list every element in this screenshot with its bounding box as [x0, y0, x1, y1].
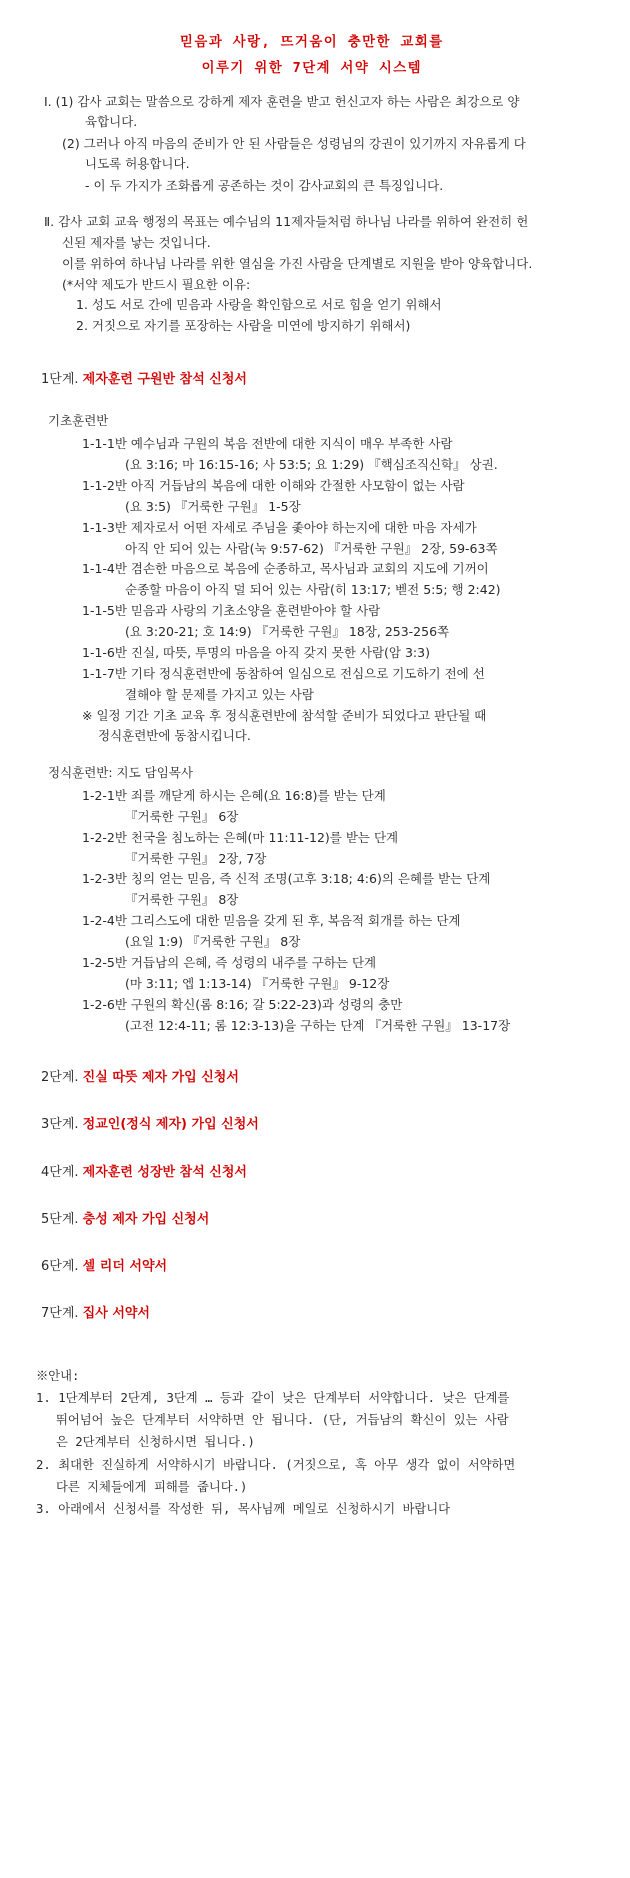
intro-ii-1a: Ⅱ. 감사 교회 교육 행정의 목표는 예수님의 11제자들처럼 하나님 나라를 위하여 완전히 헌 — [44, 214, 529, 229]
stage-7-title: 집사 서약서 — [82, 1306, 150, 1321]
notice-item-1c: 은 2단계부터 신청하시면 됩니다.) — [56, 1435, 255, 1449]
intro-ii-4: 1. 성도 서로 간에 믿음과 사랑을 확인함으로 서로 힘을 얻기 위해서 — [76, 297, 442, 312]
stage-4-title: 제자훈련 성장반 참석 신청서 — [82, 1165, 247, 1180]
stage-1-heading — [41, 371, 247, 389]
stage-6-title: 셀 리더 서약서 — [82, 1259, 168, 1274]
formal-line: (요일 1:9) 『거룩한 구원』 8장 — [125, 934, 301, 949]
basic-line: 1-1-3반 제자로서 어떤 자세로 주님을 좇아야 하는지에 대한 마음 자세가 — [82, 520, 477, 535]
stage-6-prefix: 6단계. — [41, 1259, 79, 1274]
stage-5-heading — [41, 1211, 209, 1229]
basic-line: 아직 안 되어 있는 사람(눅 9:57-62) 『거룩한 구원』 2장, 59-63쪽 — [125, 541, 498, 556]
notice-item-2b: 다른 지체들에게 피해를 줍니다.) — [56, 1480, 248, 1494]
stage-3-heading — [41, 1116, 259, 1134]
stage-1-prefix: 1단계. — [41, 372, 79, 387]
basic-line: 순종할 마음이 아직 덜 되어 있는 사람(히 13:17; 벧전 5:5; 행 2:42) — [125, 582, 501, 597]
basic-line: 1-1-4반 겸손한 마음으로 복음에 순종하고, 목사님과 교회의 지도에 기꺼이 — [82, 561, 489, 576]
intro-ii-3: (*서약 제도가 반드시 필요한 이유: — [62, 277, 251, 292]
stage-7-heading — [41, 1305, 150, 1323]
stage-5-prefix: 5단계. — [41, 1212, 79, 1227]
basic-line: 1-1-2반 아직 거듭남의 복음에 대한 이해와 간절한 사모함이 없는 사람 — [82, 478, 465, 493]
intro-i-1b: 육합니다. — [85, 114, 138, 129]
basic-line: 1-1-6반 진실, 따뜻, 투명의 마음을 아직 갖지 못한 사람(암 3:3) — [82, 645, 430, 660]
stage-4-prefix: 4단계. — [41, 1165, 79, 1180]
formal-line: 『거룩한 구원』 8장 — [125, 892, 239, 907]
stage-7-prefix: 7단계. — [41, 1306, 79, 1321]
stage-6-heading — [41, 1258, 167, 1276]
basic-line: (요 3:20-21; 호 14:9) 『거룩한 구원』 18장, 253-256쪽 — [125, 624, 450, 639]
intro-i-1a: Ⅰ. (1) 감사 교회는 말씀으로 강하게 제자 훈련을 받고 헌신고자 하는 사람은 최강으로 양 — [44, 94, 520, 109]
title-line-1: 믿음과 사랑, 뜨거움이 충만한 교회를 — [180, 34, 444, 50]
formal-training-header: 정식훈련반: 지도 담임목사 — [48, 765, 193, 780]
formal-line: (고전 12:4-11; 롬 12:3-13)을 구하는 단계 『거룩한 구원』 13-17장 — [125, 1018, 511, 1033]
intro-ii-5: 2. 거짓으로 자기를 포장하는 사람을 미연에 방지하기 위해서) — [76, 318, 411, 333]
basic-line: 1-1-7반 기타 정식훈련반에 동참하여 일심으로 전심으로 기도하기 전에 선 — [82, 666, 485, 681]
formal-line: (마 3:11; 엡 1:13-14) 『거룩한 구원』 9-12장 — [125, 976, 390, 991]
formal-line: 1-2-6반 구원의 확신(롬 8:16; 갈 5:22-23)과 성령의 충만 — [82, 997, 403, 1012]
formal-line: 1-2-2반 천국을 침노하는 은혜(마 11:11-12)를 받는 단계 — [82, 830, 399, 845]
intro-ii-1b: 신된 제자를 낳는 것입니다. — [62, 235, 211, 250]
formal-line: 『거룩한 구원』 2장, 7장 — [125, 851, 267, 866]
basic-line: (요 3:5) 『거룩한 구원』 1-5장 — [125, 499, 301, 514]
basic-note: 정식훈련반에 동참시킵니다. — [98, 728, 251, 743]
notice-header: ※안내: — [36, 1369, 80, 1383]
intro-i-2a: (2) 그러나 아직 마음의 준비가 안 된 사람들은 성령님의 강권이 있기까지 자유롭게 다 — [62, 136, 526, 151]
stage-2-title: 진실 따뜻 제자 가입 신청서 — [82, 1070, 239, 1085]
basic-line: 결해야 할 문제를 가지고 있는 사람 — [125, 687, 314, 702]
notice-item-3: 3. 아래에서 신청서를 작성한 뒤, 목사님께 메일로 신청하시기 바랍니다 — [36, 1502, 451, 1516]
basic-line: 1-1-1반 예수님과 구원의 복음 전반에 대한 지식이 매우 부족한 사람 — [82, 436, 453, 451]
stage-2-prefix: 2단계. — [41, 1070, 79, 1085]
basic-line: 1-1-5반 믿음과 사랑의 기초소양을 훈련받아야 할 사람 — [82, 603, 381, 618]
stage-3-prefix: 3단계. — [41, 1117, 79, 1132]
stage-3-title: 정교인(정식 제자) 가입 신청서 — [82, 1117, 259, 1132]
stage-2-heading — [41, 1069, 239, 1087]
stage-1-title: 제자훈련 구원반 참석 신청서 — [82, 372, 247, 387]
title-line-2: 이루기 위한 7단계 서약 시스템 — [201, 60, 423, 76]
intro-i-3: - 이 두 가지가 조화롭게 공존하는 것이 감사교회의 큰 특징입니다. — [85, 178, 444, 193]
basic-line: (요 3:16; 마 16:15-16; 사 53:5; 요 1:29) 『핵심조직신학』 상권. — [125, 457, 498, 472]
formal-line: 1-2-4반 그리스도에 대한 믿음을 갖게 된 후, 복음적 회개를 하는 단계 — [82, 913, 461, 928]
notice-item-1a: 1. 1단계부터 2단계, 3단계 … 등과 같이 낮은 단계부터 서약합니다. 낮은 단계를 — [36, 1391, 510, 1405]
basic-note: ※ 일정 기간 기초 교육 후 정식훈련반에 참석할 준비가 되었다고 판단될 때 — [82, 708, 487, 723]
notice-item-2a: 2. 최대한 진실하게 서약하시기 바랍니다. (거짓으로, 혹 아무 생각 없이 서약하면 — [36, 1458, 516, 1472]
intro-i-2b: 니도록 허용합니다. — [85, 156, 190, 171]
stage-4-heading — [41, 1164, 247, 1182]
formal-line: 『거룩한 구원』 6장 — [125, 809, 239, 824]
formal-line: 1-2-3반 칭의 얻는 믿음, 즉 신적 조명(고후 3:18; 4:6)의 은혜를 받는 단계 — [82, 871, 491, 886]
notice-item-1b: 뛰어넘어 높은 단계부터 서약하면 안 됩니다. (단, 거듭남의 확신이 있는 사람 — [56, 1413, 509, 1427]
formal-line: 1-2-1반 죄를 깨닫게 하시는 은혜(요 16:8)를 받는 단계 — [82, 788, 386, 803]
stage-5-title: 충성 제자 가입 신청서 — [82, 1212, 210, 1227]
formal-line: 1-2-5반 거듭남의 은혜, 즉 성령의 내주를 구하는 단계 — [82, 955, 377, 970]
intro-ii-2: 이를 위하여 하나님 나라를 위한 열심을 가진 사람을 단계별로 지원을 받아 양육합니다. — [62, 256, 533, 271]
basic-training-header: 기초훈련반 — [48, 413, 109, 428]
